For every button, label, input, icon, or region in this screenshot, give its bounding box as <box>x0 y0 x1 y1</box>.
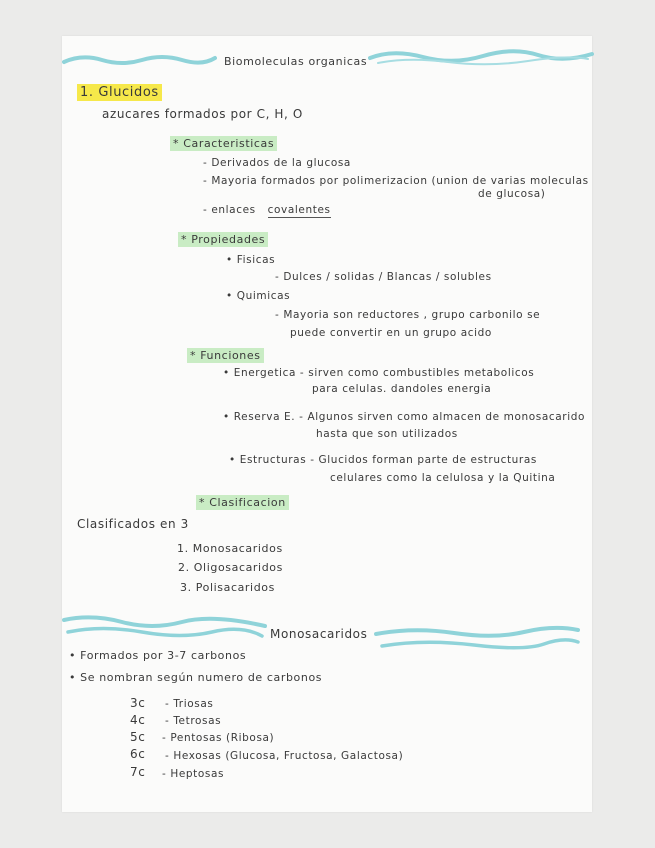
mono-row-name-2: - Tetrosas <box>165 715 222 727</box>
section-heading-glucidos <box>77 86 162 99</box>
covalentes-text: covalentes <box>267 204 331 216</box>
glucidos-intro: azucares formados por C, H, O <box>102 107 303 121</box>
prop-quimicas-detail-1: - Mayoria son reductores , grupo carbonilo se <box>275 309 541 321</box>
caracteristicas-heading-text: * Caracteristicas <box>170 136 277 151</box>
mono-row-carbons-2: 4c <box>130 713 146 727</box>
funcion-estructura-1: • Estructuras - Glucidos forman parte de estructuras <box>229 454 537 466</box>
funcion-reserva-1: • Reserva E. - Algunos sirven como almacen de monosacarido <box>223 411 586 423</box>
funciones-heading <box>187 350 264 361</box>
propiedades-heading <box>178 234 268 245</box>
caracteristicas-heading <box>170 138 277 149</box>
prop-fisicas: • Fisicas <box>226 254 276 266</box>
funcion-energetica-2: para celulas. dandoles energia <box>312 383 492 395</box>
mono-row-carbons-3: 5c <box>130 730 146 744</box>
propiedades-heading-text: * Propiedades <box>178 232 268 247</box>
funcion-estructura-2: celulares como la celulosa y la Quitina <box>330 472 556 484</box>
mono-row-name-4: - Hexosas (Glucosa, Fructosa, Galactosa) <box>165 750 404 762</box>
caracteristica-item-1: - Derivados de la glucosa <box>203 157 351 169</box>
funcion-reserva-2: hasta que son utilizados <box>316 428 458 440</box>
mono-bullet-1: • Formados por 3-7 carbonos <box>69 649 247 662</box>
clasificacion-item-3: 3. Polisacaridos <box>180 581 275 594</box>
caracteristica-item-3 <box>203 205 331 216</box>
funciones-heading-text: * Funciones <box>187 348 264 363</box>
mono-row-name-1: - Triosas <box>165 698 214 710</box>
prop-quimicas-detail-2: puede convertir en un grupo acido <box>290 327 492 339</box>
mono-row-name-3: - Pentosas (Ribosa) <box>162 732 275 744</box>
title-wave-right <box>368 46 594 68</box>
mono-row-carbons-1: 3c <box>130 696 146 710</box>
prop-quimicas: • Quimicas <box>226 290 291 302</box>
prop-fisicas-detail: - Dulces / solidas / Blancas / solubles <box>275 271 492 283</box>
mono-row-carbons-4: 6c <box>130 747 146 761</box>
mono-row-carbons-5: 7c <box>130 765 146 779</box>
monosacaridos-wave-right <box>374 624 580 652</box>
page-title: Biomoleculas organicas <box>224 55 368 68</box>
clasificacion-item-1: 1. Monosacaridos <box>177 542 283 555</box>
caracteristica-item-2: - Mayoria formados por polimerizacion (union de varias moleculas <box>203 175 589 187</box>
funcion-energetica-1: • Energetica - sirven como combustibles metabolicos <box>223 367 535 379</box>
enlaces-text: - enlaces <box>203 204 256 216</box>
title-wave-left <box>62 50 217 70</box>
mono-row-name-5: - Heptosas <box>162 768 225 780</box>
clasificacion-heading <box>196 497 289 508</box>
monosacaridos-wave-left <box>62 612 267 640</box>
mono-bullet-2: • Se nombran según numero de carbonos <box>69 671 323 684</box>
monosacaridos-heading: Monosacaridos <box>270 627 368 641</box>
clasificacion-intro: Clasificados en 3 <box>77 517 189 531</box>
glucidos-heading-text: 1. Glucidos <box>77 84 162 101</box>
caracteristica-item-2-cont: de glucosa) <box>478 188 546 200</box>
clasificacion-item-2: 2. Oligosacaridos <box>178 561 283 574</box>
clasificacion-heading-text: * Clasificacion <box>196 495 289 510</box>
